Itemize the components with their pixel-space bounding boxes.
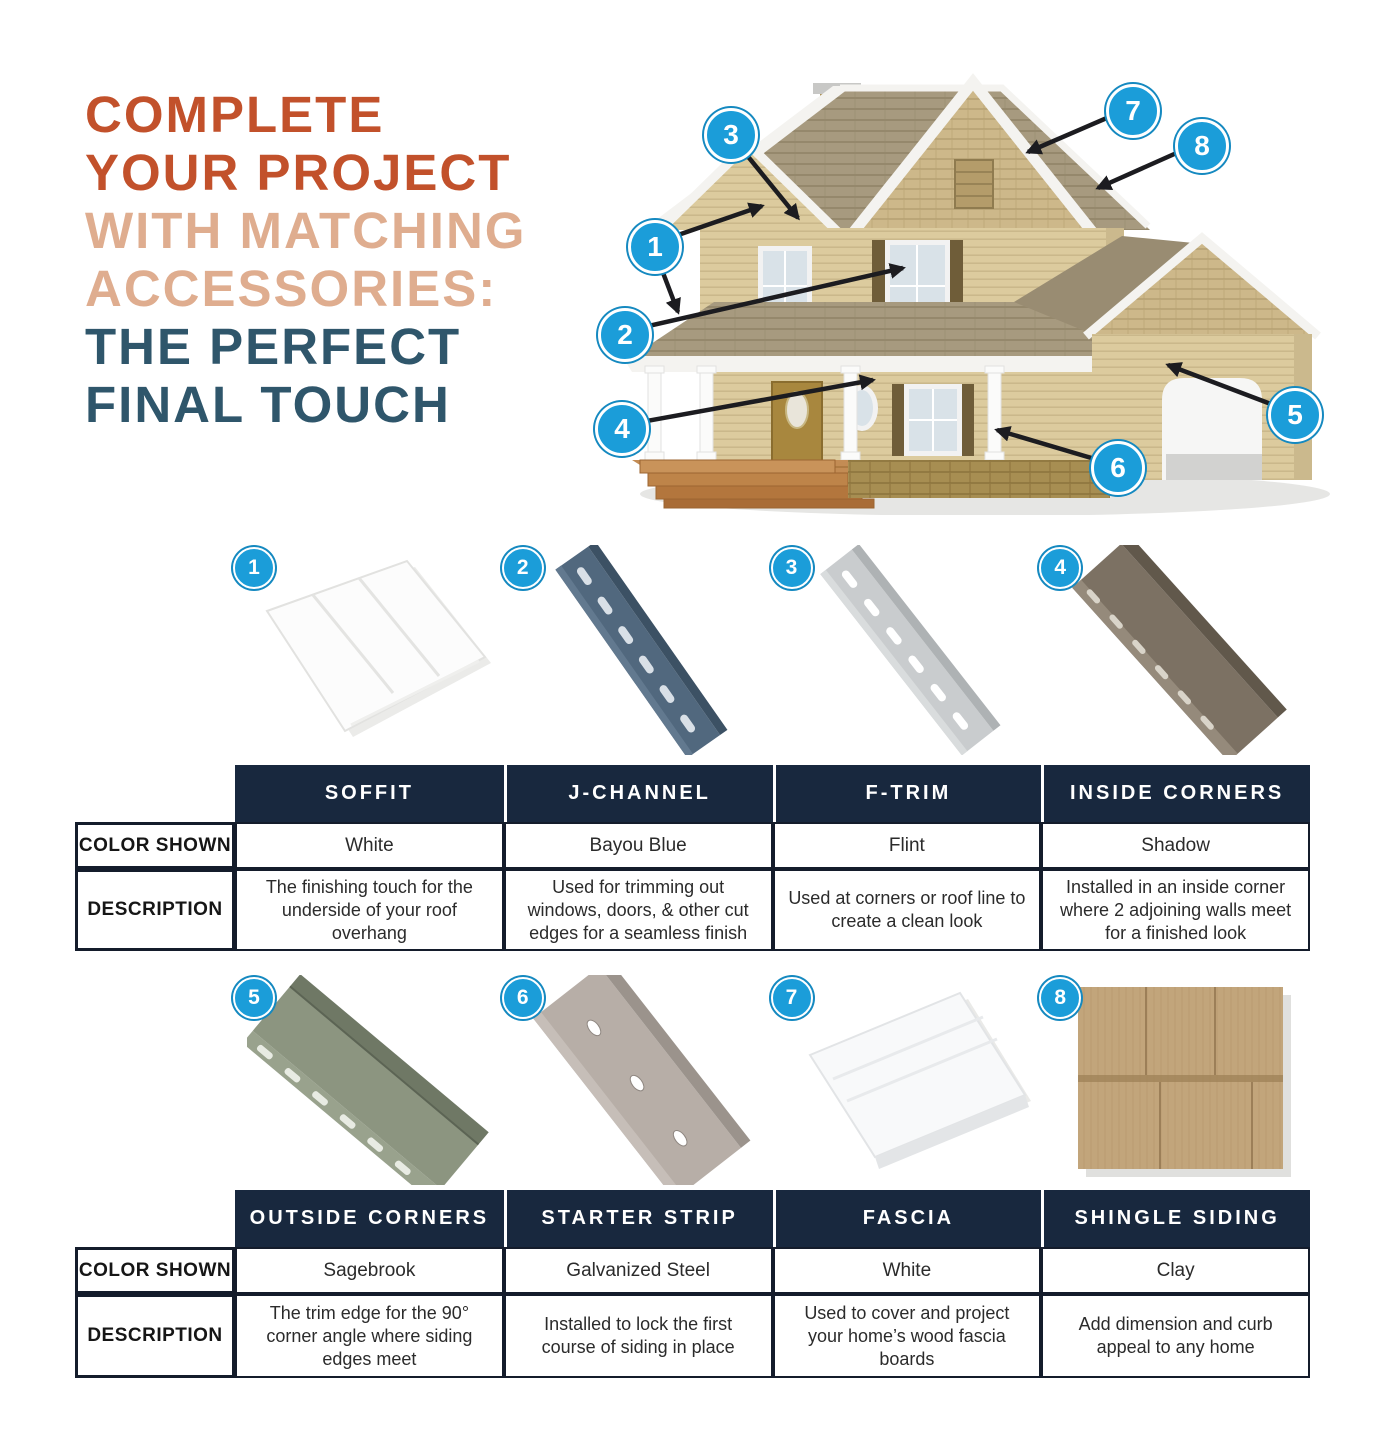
- table1-color-soffit: White: [235, 822, 504, 869]
- product-inside-corner: [1041, 535, 1310, 761]
- table1-desc-j-channel: Used for trimming out windows, doors, & other cut edges for a seamless finish: [504, 869, 773, 951]
- table2-color-shown-label: COLOR SHOWN: [75, 1247, 235, 1294]
- product-badge-2: 2: [502, 547, 544, 589]
- table2-color-starter-strip: Galvanized Steel: [504, 1247, 773, 1294]
- table2-header-fascia: FASCIA: [773, 1190, 1042, 1247]
- house-callout-2: 2: [598, 308, 652, 362]
- j-channel-product-image: [516, 545, 766, 755]
- title-line-1: COMPLETE: [85, 86, 385, 143]
- product-fascia: [773, 965, 1042, 1191]
- table1-color-shown-label: COLOR SHOWN: [75, 822, 235, 869]
- shingle-siding-product-image: [1053, 975, 1303, 1185]
- table1-color-inside-corners: Shadow: [1041, 822, 1310, 869]
- table2-header-starter-strip: STARTER STRIP: [504, 1190, 773, 1247]
- table1-desc-f-trim: Used at corners or roof line to create a clean look: [773, 869, 1042, 951]
- table2-desc-shingle-siding: Add dimension and curb appeal to any home: [1041, 1294, 1310, 1378]
- table2-desc-starter-strip: Installed to lock the first course of siding in place: [504, 1294, 773, 1378]
- house-callout-4: 4: [595, 402, 649, 456]
- table1-color-j-channel: Bayou Blue: [504, 822, 773, 869]
- product-badge-6: 6: [502, 977, 544, 1019]
- table2-description-label: DESCRIPTION: [75, 1294, 235, 1378]
- title-line-5: THE PERFECT: [85, 318, 462, 375]
- house-callout-6: 6: [1091, 441, 1145, 495]
- product-badge-3: 3: [771, 547, 813, 589]
- product-j-channel: [504, 535, 773, 761]
- table1-header-inside-corners: INSIDE CORNERS: [1041, 765, 1310, 822]
- title-line-4: ACCESSORIES:: [85, 260, 498, 317]
- title-line-2: YOUR PROJECT: [85, 144, 512, 201]
- table2-color-shingle-siding: Clay: [1041, 1247, 1310, 1294]
- product-badge-5: 5: [233, 977, 275, 1019]
- product-f-trim: [773, 535, 1042, 761]
- product-shingle-siding: [1041, 965, 1310, 1191]
- table1-header-f-trim: F-TRIM: [773, 765, 1042, 822]
- soffit-product-image: [247, 545, 497, 755]
- table1-description-label: DESCRIPTION: [75, 869, 235, 951]
- table2-header-outside-corners: OUTSIDE CORNERS: [235, 1190, 504, 1247]
- table1-desc-inside-corners: Installed in an inside corner where 2 adjoining walls meet for a finished look: [1041, 869, 1310, 951]
- product-badge-7: 7: [771, 977, 813, 1019]
- starter-strip-product-image: [516, 975, 766, 1185]
- product-soffit: [235, 535, 504, 761]
- table1-desc-soffit: The finishing touch for the underside of your roof overhang: [235, 869, 504, 951]
- house-callout-7: 7: [1106, 84, 1160, 138]
- accessories-table-1: [75, 765, 1310, 951]
- table2-desc-outside-corners: The trim edge for the 90° corner angle where siding edges meet: [235, 1294, 504, 1378]
- inside-corner-product-image: [1053, 545, 1303, 755]
- house-callout-3: 3: [704, 108, 758, 162]
- fascia-product-image: [785, 975, 1035, 1185]
- product-outside-corner: [235, 965, 504, 1191]
- brick-skirt: [848, 460, 1110, 498]
- table2-color-outside-corners: Sagebrook: [235, 1247, 504, 1294]
- product-badge-8: 8: [1039, 977, 1081, 1019]
- f-trim-product-image: [785, 545, 1035, 755]
- outside-corner-product-image: [247, 975, 497, 1185]
- page-title: [85, 86, 565, 434]
- title-line-3: WITH MATCHING: [85, 202, 527, 259]
- house-callout-5: 5: [1268, 388, 1322, 442]
- product-badge-4: 4: [1039, 547, 1081, 589]
- table2-desc-fascia: Used to cover and project your home’s wood fascia boards: [773, 1294, 1042, 1378]
- product-badge-1: 1: [233, 547, 275, 589]
- table1-corner-spacer: [75, 765, 235, 822]
- house-callout-1: 1: [628, 220, 682, 274]
- title-line-6: FINAL TOUCH: [85, 376, 451, 433]
- house-diagram: [600, 55, 1370, 515]
- accessories-table-2: [75, 1190, 1310, 1378]
- table2-corner-spacer: [75, 1190, 235, 1247]
- table2-header-shingle-siding: SHINGLE SIDING: [1041, 1190, 1310, 1247]
- table1-color-f-trim: Flint: [773, 822, 1042, 869]
- table1-header-j-channel: J-CHANNEL: [504, 765, 773, 822]
- product-starter-strip: [504, 965, 773, 1191]
- table2-color-fascia: White: [773, 1247, 1042, 1294]
- table1-header-soffit: SOFFIT: [235, 765, 504, 822]
- house-callout-8: 8: [1175, 119, 1229, 173]
